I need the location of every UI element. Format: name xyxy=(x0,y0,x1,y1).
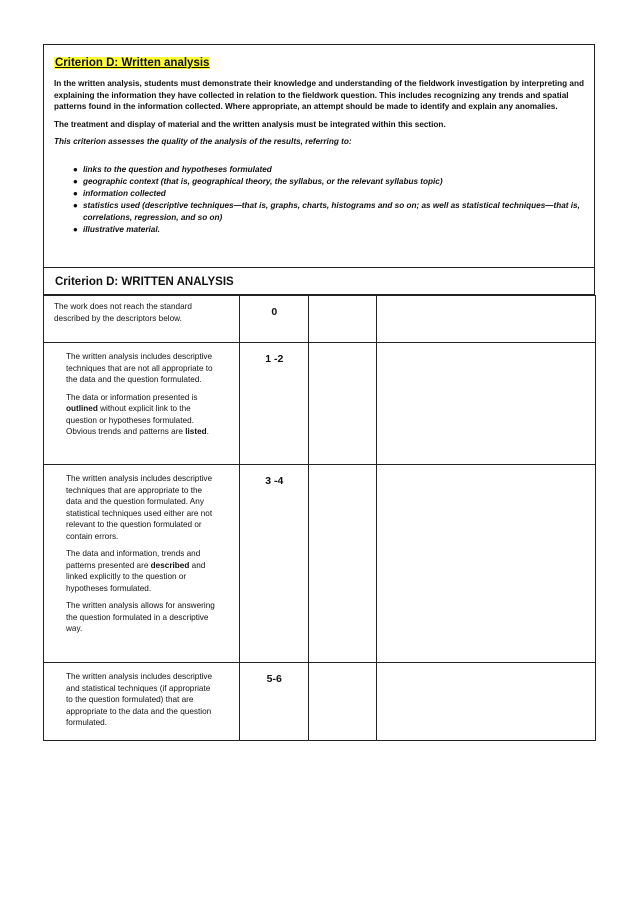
rubric-table xyxy=(43,295,596,741)
descriptor-keyword: listed xyxy=(185,427,207,436)
descriptor-cell xyxy=(44,343,240,465)
descriptor-text: The data or information presented is xyxy=(66,392,198,402)
empty-cell-a xyxy=(309,296,376,343)
descriptor-paragraph xyxy=(66,392,217,438)
descriptor-text: without explicit link to the question or hypotheses formulated. Obvious trends and patterns are xyxy=(66,404,194,436)
bullet-item: ● information collected xyxy=(73,188,166,198)
criterion-title: Criterion D: Written analysis xyxy=(55,57,210,69)
descriptor-text: . xyxy=(206,427,209,436)
intro-paragraph-1: In the written analysis, students must demonstrate their knowledge and understanding of the fieldwork investigation by interpreting and explaining the information they have collected in relation to the fieldwork question. This includes recognizing any trends and spatial patterns found in the information collected. Where appropriate, an attempt should be made to identify and explain any anomalies. xyxy=(54,79,584,112)
bullet-item: ● statistics used (descriptive techniques—that is, graphs, charts, histograms and so on; as well as statistical techniques—that is, correlations, regression, and so on) xyxy=(73,200,580,222)
mark-band-cell: 0 xyxy=(240,296,309,343)
descriptor-text: The written analysis includes descriptive and statistical techniques (if appropriate to the question formulated) that are appropriate to the data and the question formulated. xyxy=(66,672,213,727)
rubric-row xyxy=(44,663,596,741)
empty-cell-b xyxy=(376,465,595,663)
rubric-row xyxy=(44,296,596,343)
bullet-item: ● links to the question and hypotheses formulated xyxy=(73,164,272,174)
rubric-row xyxy=(44,343,596,465)
bullet-icon: ● xyxy=(73,164,78,174)
descriptor-keyword: described xyxy=(150,560,190,570)
bullet-icon: ● xyxy=(73,200,78,210)
descriptor-paragraph xyxy=(66,548,217,594)
descriptor-keyword: outlined xyxy=(66,404,98,413)
empty-cell-b xyxy=(376,663,595,741)
mark-band-cell: 1 -2 xyxy=(240,343,309,465)
descriptor-cell xyxy=(44,465,240,663)
mark-band-cell: 5-6 xyxy=(240,663,309,741)
empty-cell-b xyxy=(376,343,595,465)
rubric-page xyxy=(43,44,595,741)
criterion-intro-box xyxy=(43,44,595,268)
bullet-icon: ● xyxy=(73,176,78,186)
bullet-icon: ● xyxy=(73,224,78,234)
descriptor-text: and linked explicitly to the question or hypotheses formulated. xyxy=(66,560,206,593)
descriptor-cell xyxy=(44,663,240,741)
descriptor-paragraph xyxy=(66,351,217,386)
bullet-item: ● illustrative material. xyxy=(73,224,160,234)
descriptor-paragraph xyxy=(66,600,217,635)
descriptor-text: The written analysis includes descriptive techniques that are appropriate to the data and the question formulated. Any statistical techniques used either are not relevant to the question formulated or contain errors. xyxy=(66,474,213,541)
descriptor-paragraph xyxy=(66,671,217,729)
descriptor-text: The data and information, trends and patterns presented are xyxy=(66,549,201,570)
descriptor-text: The work does not reach the standard described by the descriptors below. xyxy=(54,302,192,323)
empty-cell-a xyxy=(309,663,376,741)
intro-paragraph-2: The treatment and display of material and the written analysis must be integrated within this section. xyxy=(54,119,446,129)
descriptor-text: The written analysis includes descriptive techniques that are not all appropriate to the data and the question formulated. xyxy=(66,352,213,384)
mark-band-cell: 3 -4 xyxy=(240,465,309,663)
assesses-statement: This criterion assesses the quality of the analysis of the results, referring to: xyxy=(54,137,352,147)
descriptor-text: The written analysis allows for answering the question formulated in a descriptive way. xyxy=(66,601,215,633)
descriptor-cell xyxy=(44,296,240,343)
empty-cell-a xyxy=(309,343,376,465)
rubric-heading: Criterion D: WRITTEN ANALYSIS xyxy=(43,268,595,295)
bullet-icon: ● xyxy=(73,188,78,198)
criteria-bullet-list xyxy=(73,164,584,236)
descriptor-paragraph xyxy=(54,301,217,324)
empty-cell-a xyxy=(309,465,376,663)
descriptor-paragraph xyxy=(66,473,217,542)
bullet-item: ● geographic context (that is, geographical theory, the syllabus, or the relevant syllabus topic) xyxy=(73,176,443,186)
rubric-row xyxy=(44,465,596,663)
empty-cell-b xyxy=(376,296,595,343)
